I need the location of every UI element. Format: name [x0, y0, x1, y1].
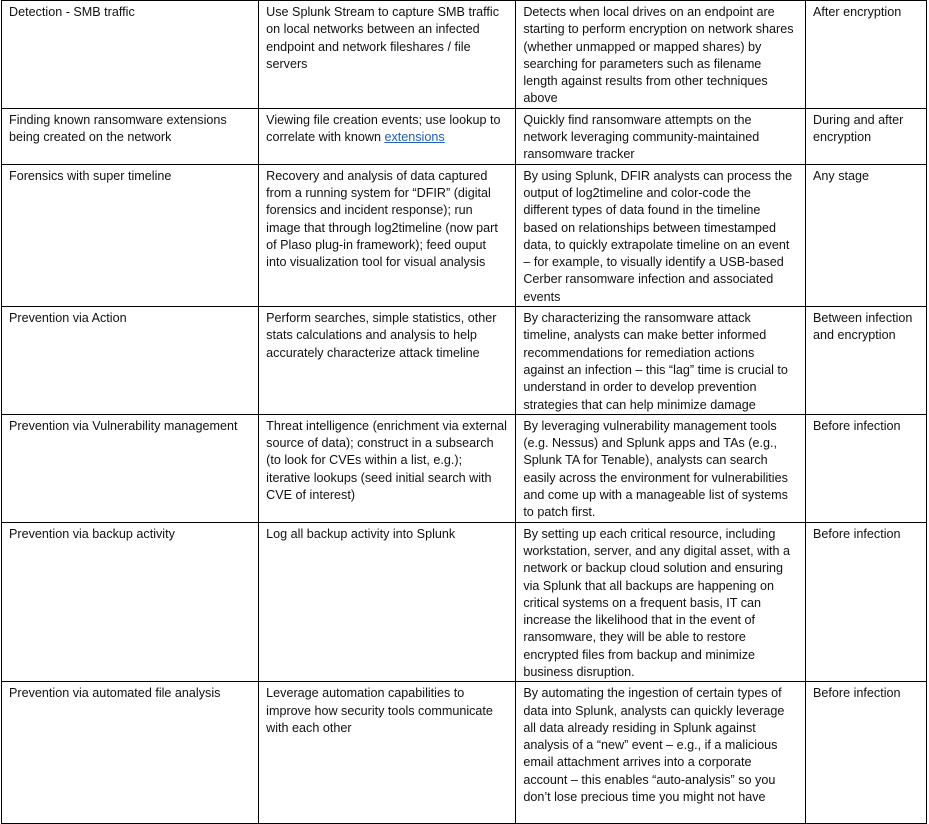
description-cell: Detects when local drives on an endpoint are starting to perform encryption on network shares (whether unmapped or mapped shares) by searching for parameters such as filename length against results from other techniques above [516, 1, 806, 109]
description-cell: By setting up each critical resource, including workstation, server, and any digital asset, with a network or backup cloud solution and ensuring via Splunk that all backups are happening on critical systems on a frequent basis, IT can increase the likelihood that in the event of ransomware, they will be able to restore encrypted files from backup and minimize business disruption. [516, 522, 806, 682]
use-case-cell: Finding known ransomware extensions being created on the network [2, 108, 259, 164]
stage-cell: After encryption [806, 1, 927, 109]
table-row [2, 108, 927, 164]
method-cell: Use Splunk Stream to capture SMB traffic on local networks between an infected endpoint and network fileshares / file servers [259, 1, 516, 109]
method-cell: Log all backup activity into Splunk [259, 522, 516, 682]
method-cell [259, 108, 516, 164]
stage-cell: Any stage [806, 164, 927, 306]
table-row [2, 164, 927, 306]
stage-cell: Before infection [806, 682, 927, 824]
extensions-link[interactable]: extensions [384, 130, 445, 145]
use-case-cell: Prevention via Action [2, 307, 259, 415]
method-cell: Perform searches, simple statistics, other stats calculations and analysis to help accurately characterize attack timeline [259, 307, 516, 415]
ransomware-use-case-table [1, 0, 927, 824]
use-case-cell: Forensics with super timeline [2, 164, 259, 306]
stage-cell: Between infection and encryption [806, 307, 927, 415]
use-case-cell: Prevention via automated file analysis [2, 682, 259, 824]
description-cell: Quickly find ransomware attempts on the network leveraging community-maintained ransomware tracker [516, 108, 806, 164]
method-text: Viewing file creation events; use lookup to correlate with known [266, 112, 501, 145]
description-cell: By automating the ingestion of certain types of data into Splunk, analysts can quickly leverage all data already residing in Splunk against analysis of a “new” event – e.g., if a malicious email attachment arrives into a corporate account – this enables “auto-analysis” so you don’t lose precious time you might not have [516, 682, 806, 824]
table-row [2, 1, 927, 109]
method-cell: Recovery and analysis of data captured from a running system for “DFIR” (digital forensics and incident response); run image that through log2timeline (now part of Plaso plug-in framework); feed ouput into visualization tool for visual analysis [259, 164, 516, 306]
stage-cell: Before infection [806, 414, 927, 522]
description-cell: By using Splunk, DFIR analysts can process the output of log2timeline and color-code the different types of data found in the timeline based on relationships between timestamped data, to quickly extrapolate timeline on an event – for example, to visually identify a USB-based Cerber ransomware infection and associated events [516, 164, 806, 306]
use-case-cell: Prevention via backup activity [2, 522, 259, 682]
method-cell: Leverage automation capabilities to improve how security tools communicate with each other [259, 682, 516, 824]
description-cell: By leveraging vulnerability management tools (e.g. Nessus) and Splunk apps and TAs (e.g., Splunk TA for Tenable), analysts can search easily across the environment for vulnerabilities and come up with a manageable list of systems to patch first. [516, 414, 806, 522]
stage-cell: Before infection [806, 522, 927, 682]
use-case-cell: Detection - SMB traffic [2, 1, 259, 109]
table-row [2, 522, 927, 682]
method-cell: Threat intelligence (enrichment via external source of data); construct in a subsearch (to look for CVEs within a list, e.g.); iterative lookups (seed initial search with CVE of interest) [259, 414, 516, 522]
table-row [2, 414, 927, 522]
use-case-cell: Prevention via Vulnerability management [2, 414, 259, 522]
table-row [2, 307, 927, 415]
stage-cell: During and after encryption [806, 108, 927, 164]
table-row [2, 682, 927, 824]
description-cell: By characterizing the ransomware attack timeline, analysts can make better informed recommendations for remediation actions against an infection – this “lag” time is crucial to understand in order to develop prevention strategies that can help minimize damage [516, 307, 806, 415]
